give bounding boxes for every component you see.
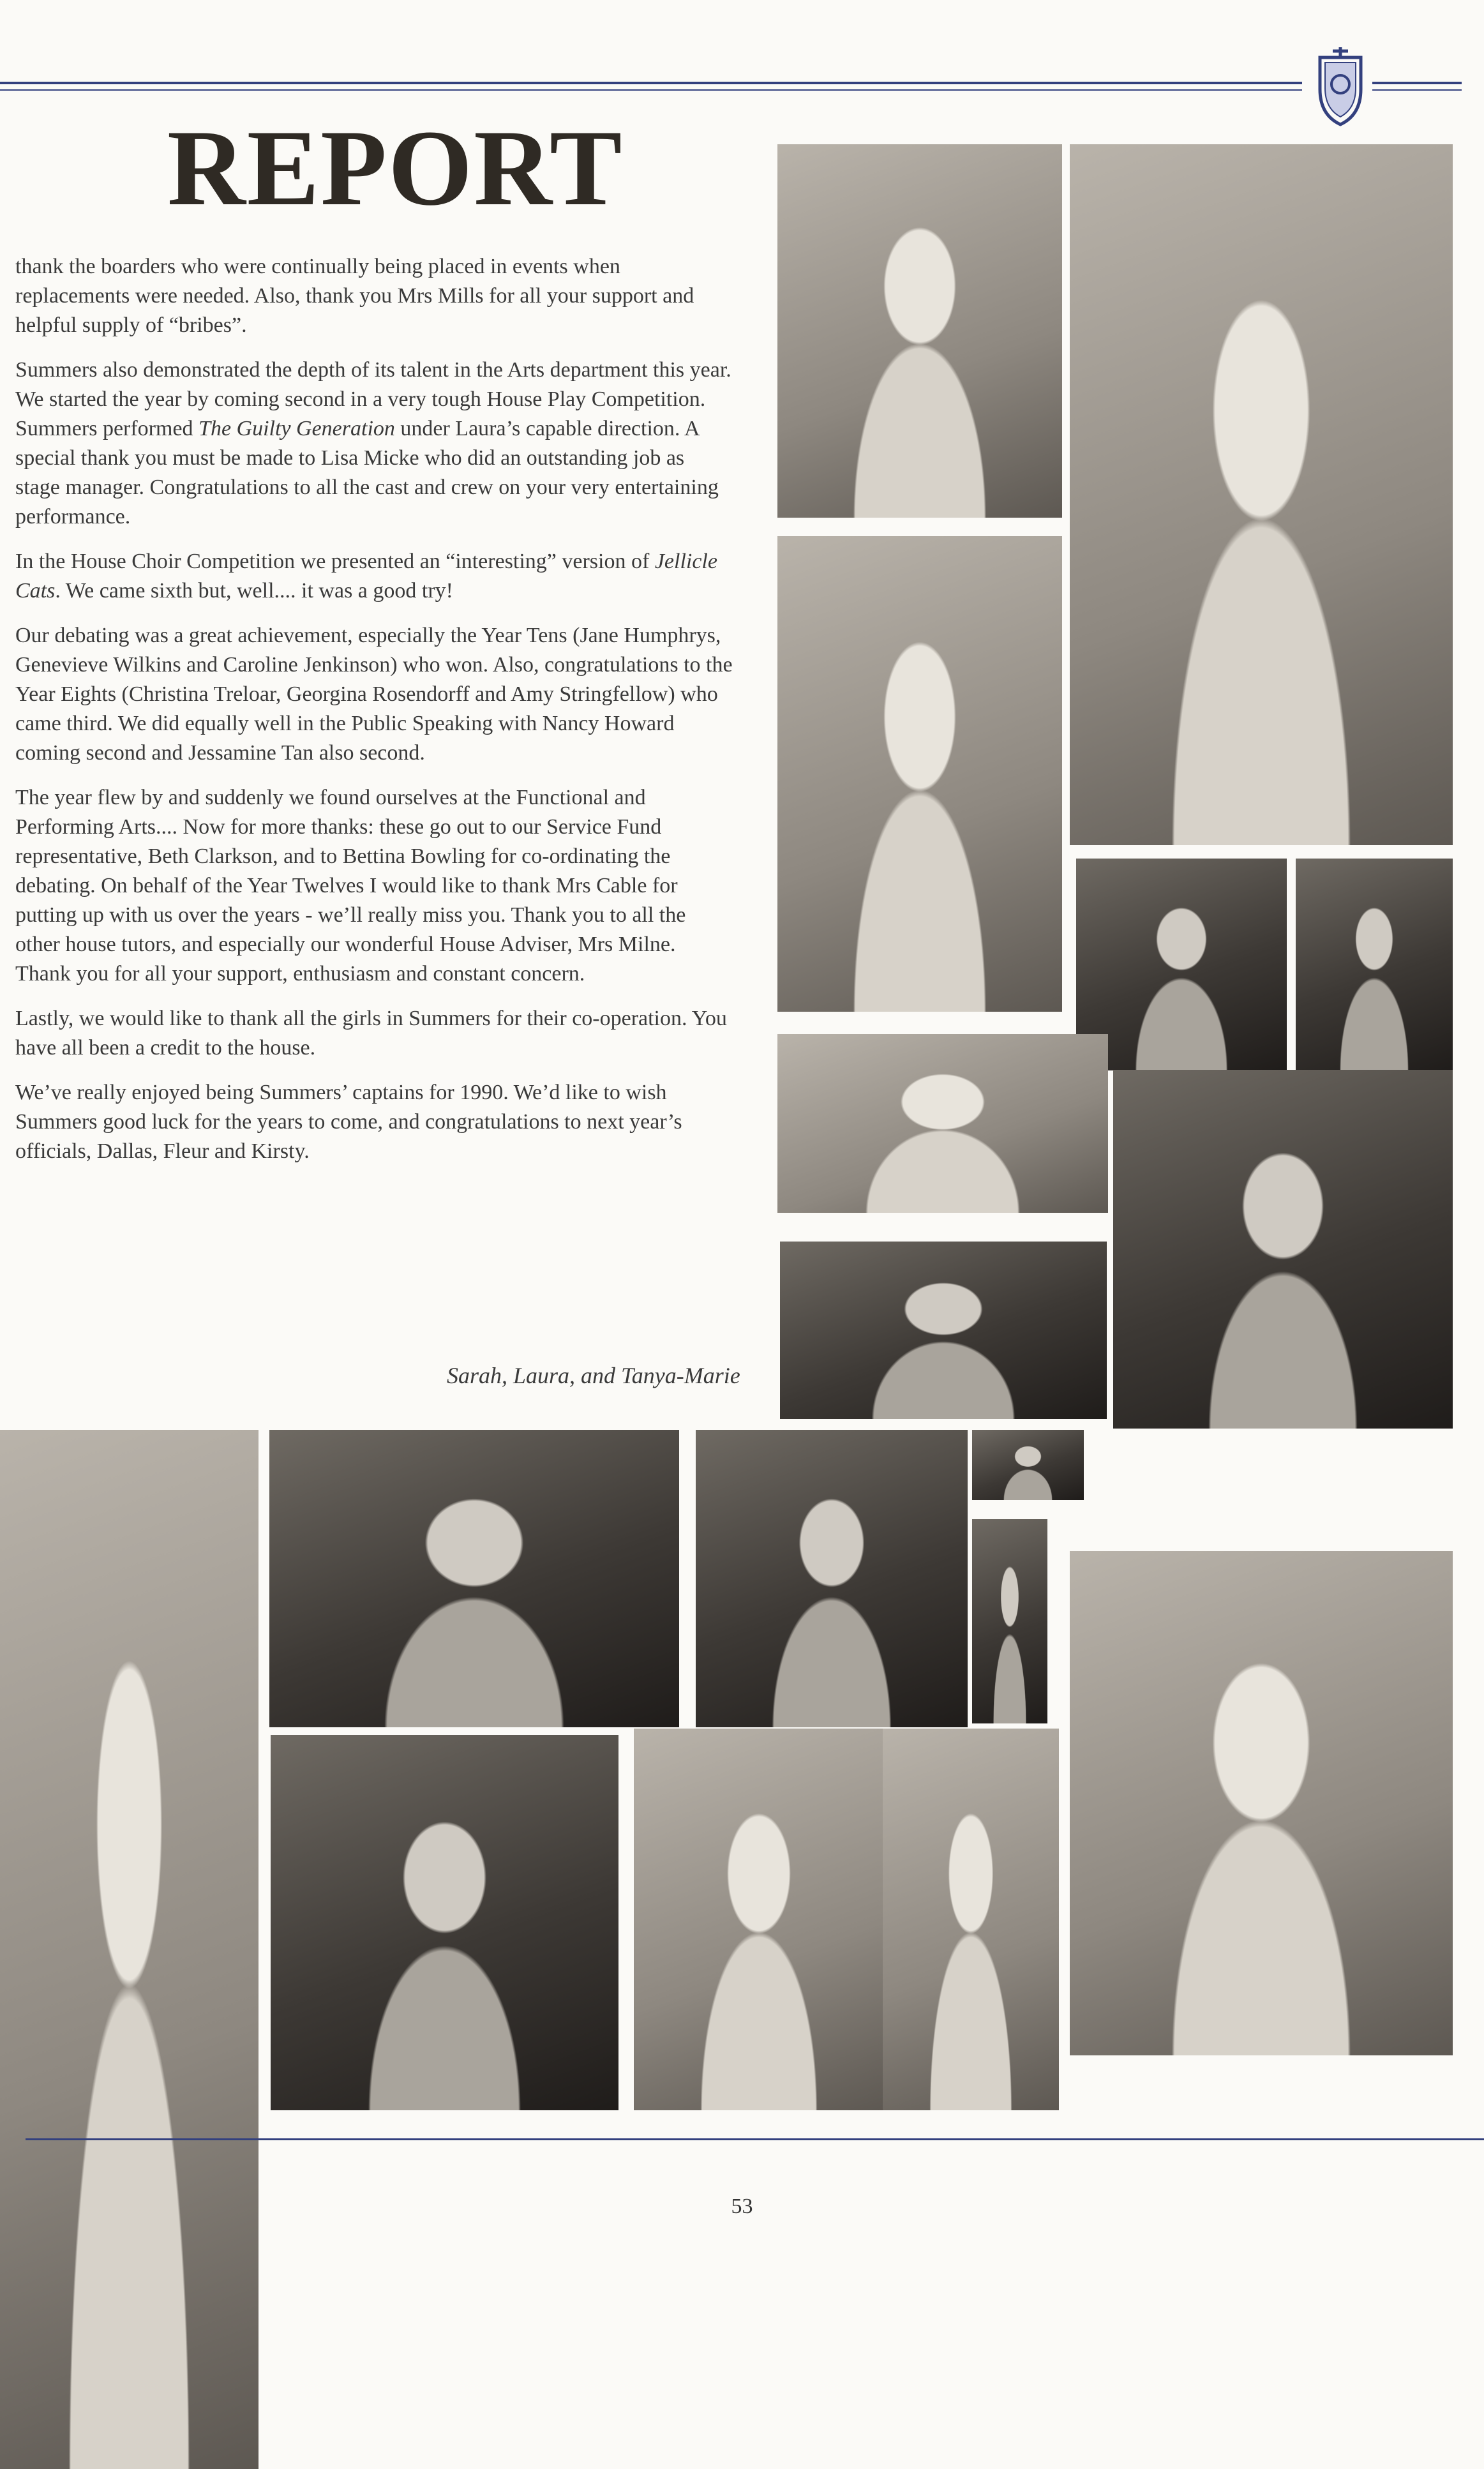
photo-girl-tie xyxy=(1296,859,1453,1070)
text-run: Our debating was a great achievement, especially the Year Tens (Jane Humphrys, Genevieve Wilkins and Caroline Jenkinson) who won. Also, congratulations to the Year Eights (Christina Treloar, Georgina Rosendorff and Amy Stringfellow) who came third. We did equally well in the Public Speaking with Nancy Howard coming second and Jessamine Tan also second. xyxy=(15,624,733,765)
report-paragraph xyxy=(15,356,733,532)
report-paragraph xyxy=(15,252,733,340)
signature: Sarah, Laura, and Tanya-Marie xyxy=(447,1363,740,1388)
header-rule-bottom xyxy=(0,89,1302,91)
photo-girl-laughing xyxy=(0,1430,259,2469)
header-rule-right xyxy=(1372,82,1462,84)
school-crest-icon xyxy=(1315,45,1366,128)
report-paragraph xyxy=(15,621,733,768)
title-italic: The Guilty Generation xyxy=(199,417,395,440)
text-run: thank the boarders who were continually being placed in events when replacements were needed. Also, thank you Mrs Mills for all your support and helpful supply of “bribes”. xyxy=(15,255,694,337)
photo-girl-standing xyxy=(972,1519,1047,1723)
photo-girl-blonde xyxy=(780,1242,1107,1419)
report-paragraph xyxy=(15,783,733,989)
photo-girl-braid xyxy=(1113,1070,1453,1429)
report-paragraph xyxy=(15,1004,733,1063)
title-italic: Jellicle Cats xyxy=(15,550,717,603)
text-run: Summers also demonstrated the depth of its talent in the Arts department this year. We started the year by coming second in a very tough House Play Competition. Summers performed xyxy=(15,358,731,440)
photo-girl-profile-light xyxy=(777,1034,1108,1213)
text-run: Lastly, we would like to thank all the girls in Summers for their co-operation. You have all been a credit to the house. xyxy=(15,1007,727,1060)
report-paragraph xyxy=(15,1078,733,1166)
photo-girl-period-costume xyxy=(777,144,1062,518)
report-body xyxy=(15,252,733,1182)
header-rule-top xyxy=(0,82,1302,84)
page-number: 53 xyxy=(731,2195,753,2218)
photo-girl-grinning xyxy=(634,1729,884,2110)
footer-rule xyxy=(26,2138,1484,2140)
photo-girl-hat xyxy=(271,1735,618,2110)
report-paragraph xyxy=(15,547,733,606)
text-run: . We came sixth but, well.... it was a good try! xyxy=(55,579,453,603)
text-run: under Laura’s capable direction. A special thank you must be made to Lisa Micke who did an outstanding job as stage manager. Congratulations to all the cast and crew on your very entertaining performance. xyxy=(15,417,719,529)
page-title: REPORT xyxy=(167,108,624,228)
header-rule-right-thin xyxy=(1372,89,1462,91)
photo-two-girls xyxy=(269,1430,679,1727)
photo-girl-skirt xyxy=(883,1729,1059,2110)
text-run: We’ve really enjoyed being Summers’ captains for 1990. We’d like to wish Summers good luck for the years to come, and congratulations to next year’s officials, Dallas, Fleur and Kirsty. xyxy=(15,1081,682,1163)
photo-girl-portrait xyxy=(696,1430,968,1727)
text-run: In the House Choir Competition we presented an “interesting” version of xyxy=(15,550,655,573)
photo-girl-dancing xyxy=(1070,144,1453,845)
photo-girl-smiling-small xyxy=(972,1430,1084,1500)
text-run: The year flew by and suddenly we found ourselves at the Functional and Performing Arts.... Now for more thanks: these go out to our Service Fund representative, Beth Clarkson, and to Bettina Bowling for co-ordinating the debating. On behalf of the Year Twelves I would like to thank Mrs Cable for putting up with us over the years - we’ll really miss you. Thank you to all the other house tutors, and especially our wonderful House Adviser, Mrs Milne. Thank you for all your support, enthusiasm and constant concern. xyxy=(15,786,686,986)
photo-girl-outdoors xyxy=(777,536,1062,1012)
photo-girl-ponytail xyxy=(1070,1551,1453,2055)
